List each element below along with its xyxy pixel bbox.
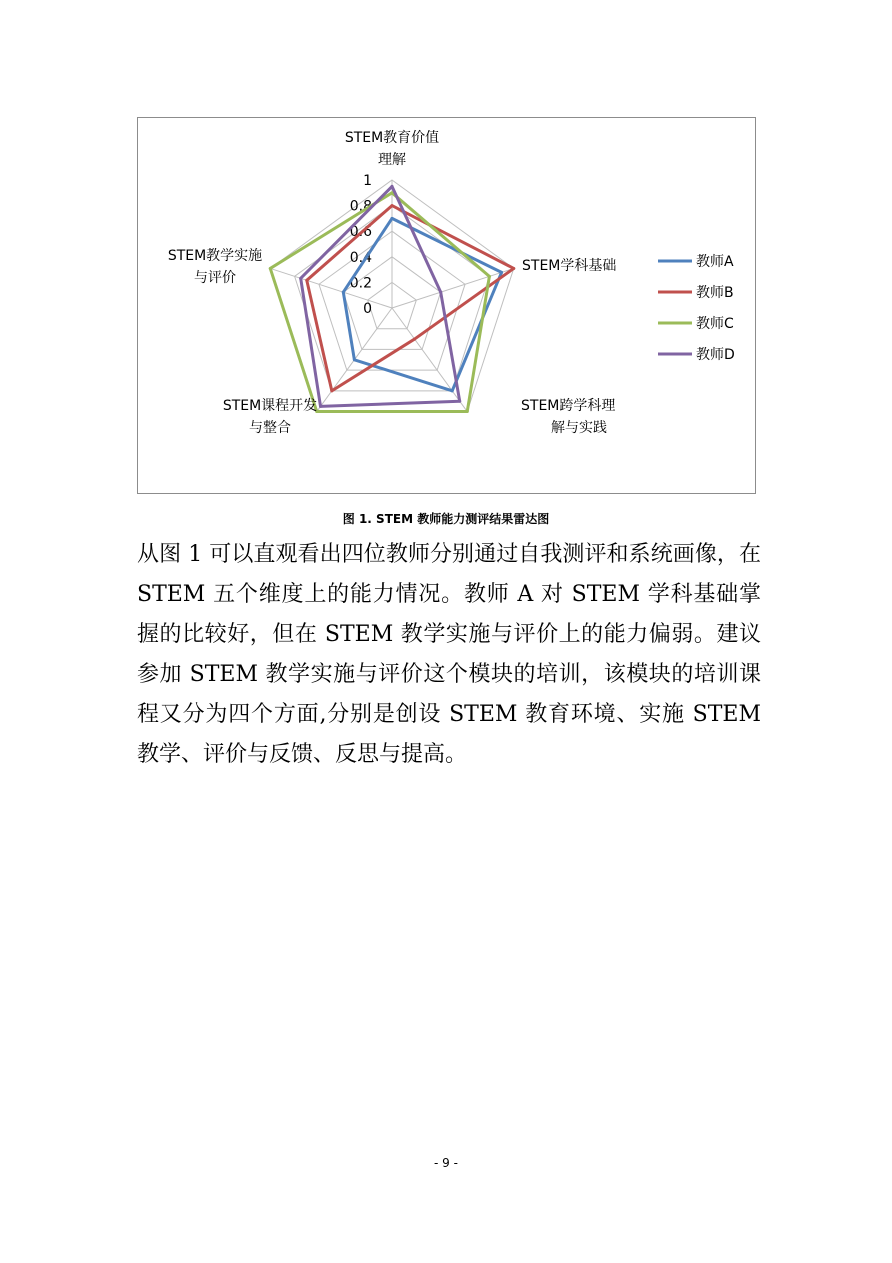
legend-label-1: 教师A bbox=[696, 254, 734, 270]
tick-label-2: 0.4 bbox=[349, 249, 372, 266]
series-2-point-4 bbox=[305, 279, 308, 282]
tick-label-3: 0.6 bbox=[349, 224, 372, 241]
body-paragraph: 从图 1 可以直观看出四位教师分别通过自我测评和系统画像，在 STEM 五个维度上的能力情况。教师 A 对 STEM 学科基础掌握的比较好，但在 STEM 教学实施与评价上的能力偏弱。建议参加 STEM 教学实施与评价这个模块的培训，该模块的培训课程又分为四个方面,分别是创设 STEM 教育环境、实施 STEM 教学、评价与反馈、反思与提高。 bbox=[137, 542, 761, 767]
series-4-point-1 bbox=[439, 291, 442, 294]
axis-spoke-2 bbox=[392, 308, 467, 412]
tick-label-1: 0.2 bbox=[349, 275, 372, 292]
axis-label-2: STEM跨学科理解与实践 bbox=[521, 398, 616, 436]
axis-label-1: STEM学科基础 bbox=[522, 258, 617, 274]
series-4-point-4 bbox=[299, 277, 302, 280]
tick-label-0: 0 bbox=[363, 301, 372, 317]
legend-marker-4 bbox=[674, 353, 677, 356]
series-2-point-3 bbox=[330, 389, 333, 392]
axis-label-3: STEM课程开发与整合 bbox=[222, 398, 318, 436]
tick-label-4: 0.8 bbox=[349, 198, 372, 215]
figure-caption: 图 1. STEM 教师能力测评结果雷达图 bbox=[342, 512, 550, 526]
series-1-point-3 bbox=[353, 358, 356, 361]
legend-label-2: 教师B bbox=[696, 285, 734, 301]
series-1-point-0 bbox=[391, 217, 394, 220]
radar-chart-frame bbox=[137, 117, 756, 494]
radar-chart bbox=[138, 118, 755, 493]
series-2-point-0 bbox=[391, 204, 394, 207]
legend-marker-2 bbox=[674, 291, 677, 294]
axis-label-0: STEM教育价值理解 bbox=[344, 130, 440, 168]
legend-marker-3 bbox=[674, 322, 677, 325]
series-4-point-0 bbox=[391, 185, 394, 188]
series-3-point-2 bbox=[466, 410, 469, 413]
legend-label-4: 教师D bbox=[696, 347, 735, 363]
series-3-point-4 bbox=[269, 267, 272, 270]
series-4-point-3 bbox=[319, 405, 322, 408]
series-1-point-1 bbox=[500, 271, 503, 274]
series-1-point-2 bbox=[451, 389, 454, 392]
legend bbox=[658, 253, 735, 363]
series-3-point-1 bbox=[488, 275, 491, 278]
series-2-point-2 bbox=[413, 338, 416, 341]
axis-spoke-4 bbox=[270, 268, 392, 308]
tick-label-5: 1 bbox=[363, 173, 372, 189]
legend-marker-1 bbox=[674, 260, 677, 263]
series-1-point-4 bbox=[342, 291, 345, 294]
series-4-point-2 bbox=[458, 400, 461, 403]
series-2-point-1 bbox=[512, 267, 515, 270]
page-number: - 9 - bbox=[434, 1156, 458, 1170]
series-4-line bbox=[301, 186, 460, 406]
legend-label-3: 教师C bbox=[696, 316, 734, 332]
axis-label-4: STEM教学实施与评价 bbox=[167, 248, 263, 286]
